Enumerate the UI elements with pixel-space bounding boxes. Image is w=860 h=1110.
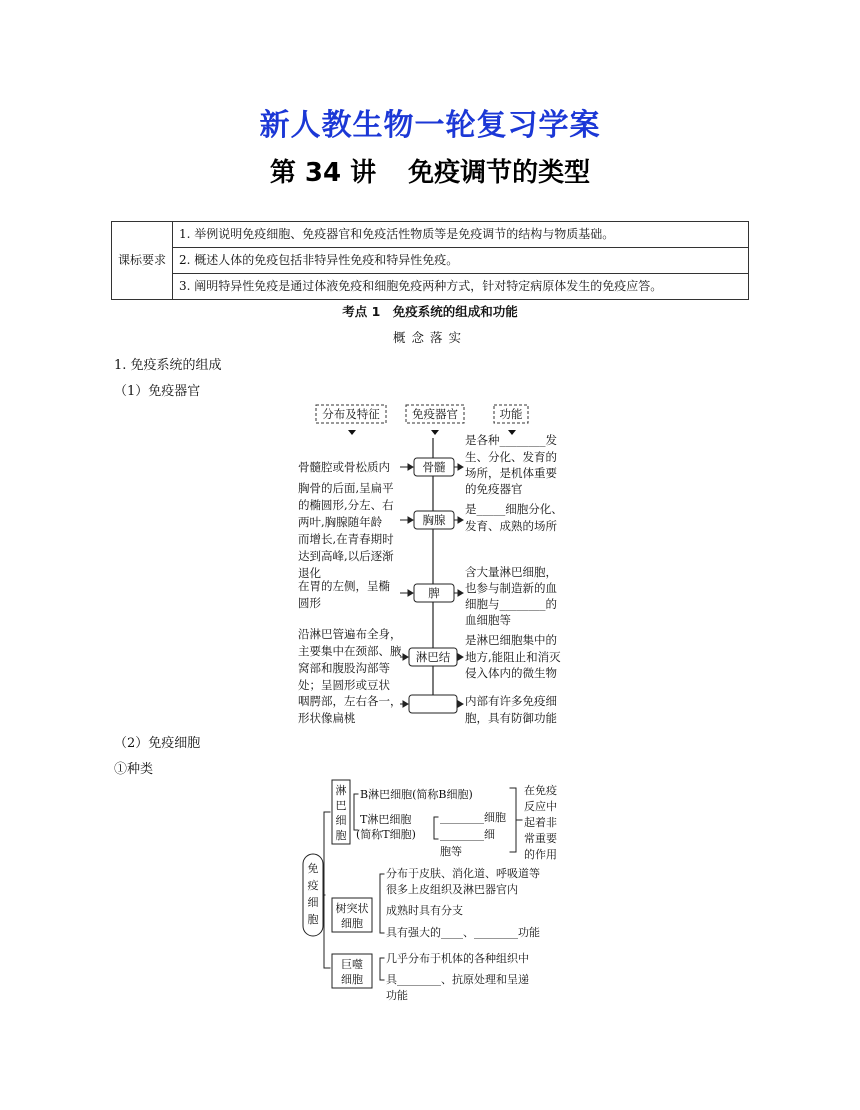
svg-text:地方,能阻止和消灭: 地方,能阻止和消灭 — [465, 650, 561, 664]
function-thymus: 是_____细胞分化、 — [465, 502, 563, 516]
svg-text:细: 细 — [335, 814, 347, 827]
header-function: 功能 — [499, 407, 523, 421]
macrophage-label: 巨噬 — [341, 958, 363, 971]
svg-text:(简称T细胞): (简称T细胞) — [356, 828, 416, 841]
svg-text:反应中: 反应中 — [524, 800, 557, 813]
svg-text:而增长,在青春期时: 而增长,在青春期时 — [298, 532, 394, 546]
heading-cell-types: ①种类 — [114, 762, 154, 777]
dendritic-item: 成熟时具有分支 — [386, 904, 463, 917]
svg-text:发育、成熟的场所: 发育、成熟的场所 — [465, 519, 557, 533]
svg-text:常重要: 常重要 — [524, 832, 557, 845]
t-cell-subtype-1: ________细胞 — [440, 811, 506, 824]
svg-text:细胞: 细胞 — [341, 973, 363, 986]
lecture-number: 第 34 讲 — [269, 158, 377, 188]
dendritic-label: 树突状 — [335, 902, 369, 915]
svg-text:侵入体内的微生物: 侵入体内的微生物 — [465, 666, 557, 680]
t-cell: T淋巴细胞 — [360, 813, 412, 826]
header-organ: 免疫器官 — [412, 407, 458, 421]
requirements-label: 课标要求 — [112, 222, 173, 300]
document-title: 新人教生物一轮复习学案 — [259, 108, 601, 143]
b-cell: B淋巴细胞(简称B细胞) — [360, 788, 473, 801]
macrophage-item: 几乎分布于机体的各种组织中 — [386, 952, 529, 965]
immune-cell-diagram — [298, 776, 568, 1004]
svg-text:的椭圆形,分左、右: 的椭圆形,分左、右 — [298, 498, 394, 512]
distribution-bone-marrow: 骨髓腔或骨松质内 — [298, 460, 390, 474]
requirement-item: 2. 概述人体的免疫包括非特异性免疫和特异性免疫。 — [173, 248, 749, 274]
distribution-tonsil: 咽腭部，左右各一， — [298, 694, 402, 708]
function-spleen: 含大量淋巴细胞， — [465, 565, 557, 579]
lecture-title — [0, 152, 860, 189]
svg-text:的免疫器官: 的免疫器官 — [465, 482, 523, 496]
function-tonsil: 内部有许多免疫细 — [465, 694, 557, 708]
distribution-thymus: 胸骨的后面,呈扁平 — [298, 481, 394, 495]
organ-bone-marrow: 骨髓 — [422, 460, 446, 474]
svg-text:功能: 功能 — [386, 989, 408, 1002]
svg-text:场所，是机体重要: 场所，是机体重要 — [465, 466, 557, 480]
lymphocyte-label: 淋 — [335, 784, 347, 797]
immune-organ-diagram — [290, 400, 580, 730]
lecture-topic: 免疫调节的类型 — [408, 158, 591, 188]
distribution-lymph-node: 沿淋巴管遍布全身， — [298, 627, 402, 641]
organ-spleen: 脾 — [428, 586, 440, 600]
svg-text:圆形: 圆形 — [298, 596, 321, 610]
svg-text:窝部和腹股沟部等: 窝部和腹股沟部等 — [298, 661, 390, 675]
svg-text:形状像扁桃: 形状像扁桃 — [298, 711, 356, 725]
svg-text:疫: 疫 — [307, 879, 319, 892]
function-bone-marrow: 是各种________发 — [465, 433, 557, 447]
section-title: 考点 1 免疫系统的组成和功能 — [342, 304, 518, 319]
svg-text:处；呈圆形或豆状: 处；呈圆形或豆状 — [298, 678, 390, 692]
root-label: 免 — [307, 862, 319, 875]
dendritic-item: 具有强大的____、________功能 — [386, 926, 540, 939]
header-distribution: 分布及特征 — [322, 407, 380, 421]
macrophage-item: 具________、抗原处理和呈递 — [386, 973, 529, 986]
svg-text:退化: 退化 — [298, 566, 321, 580]
organ-lymph-node: 淋巴结 — [415, 650, 451, 664]
svg-text:生、分化、发育的: 生、分化、发育的 — [465, 450, 557, 464]
svg-text:血细胞等: 血细胞等 — [465, 613, 511, 627]
requirement-item: 3. 阐明特异性免疫是通过体液免疫和细胞免疫两种方式，针对特定病原体发生的免疫应答。 — [173, 274, 749, 300]
lymphocyte-role: 在免疫 — [524, 784, 557, 797]
svg-text:达到高峰,以后逐渐: 达到高峰,以后逐渐 — [298, 549, 394, 563]
section-subtitle: 概念落实 — [392, 330, 467, 345]
svg-text:主要集中在颈部、腋: 主要集中在颈部、腋 — [298, 644, 402, 658]
svg-text:巴: 巴 — [335, 799, 347, 812]
function-lymph-node: 是淋巴细胞集中的 — [465, 633, 557, 647]
svg-text:细: 细 — [307, 896, 319, 909]
t-cell-subtype-2: ________细 — [440, 828, 495, 841]
svg-text:起着非: 起着非 — [524, 816, 557, 829]
dendritic-item: 分布于皮肤、消化道、呼吸道等 — [386, 867, 540, 880]
svg-text:的作用: 的作用 — [524, 848, 557, 861]
svg-text:胞: 胞 — [335, 829, 347, 842]
heading-immune-cells: （2）免疫细胞 — [114, 736, 201, 751]
requirements-table — [111, 221, 749, 300]
heading-immune-organs: （1）免疫器官 — [114, 384, 201, 399]
organ-thymus: 胸腺 — [422, 513, 446, 527]
svg-text:两叶,胸腺随年龄: 两叶,胸腺随年龄 — [298, 515, 383, 529]
svg-text:细胞: 细胞 — [341, 917, 363, 930]
svg-text:胞等: 胞等 — [440, 845, 462, 858]
requirement-item: 1. 举例说明免疫细胞、免疫器官和免疫活性物质等是免疫调节的结构与物质基础。 — [173, 222, 749, 248]
svg-text:很多上皮组织及淋巴器官内: 很多上皮组织及淋巴器官内 — [386, 883, 518, 896]
distribution-spleen: 在胃的左侧，呈椭 — [298, 579, 390, 593]
heading-immune-composition: 1. 免疫系统的组成 — [114, 358, 222, 373]
svg-text:胞: 胞 — [307, 913, 319, 926]
svg-text:也参与制造新的血: 也参与制造新的血 — [465, 581, 557, 595]
svg-text:胞，具有防御功能: 胞，具有防御功能 — [465, 711, 557, 725]
svg-text:细胞与________的: 细胞与________的 — [465, 597, 557, 611]
